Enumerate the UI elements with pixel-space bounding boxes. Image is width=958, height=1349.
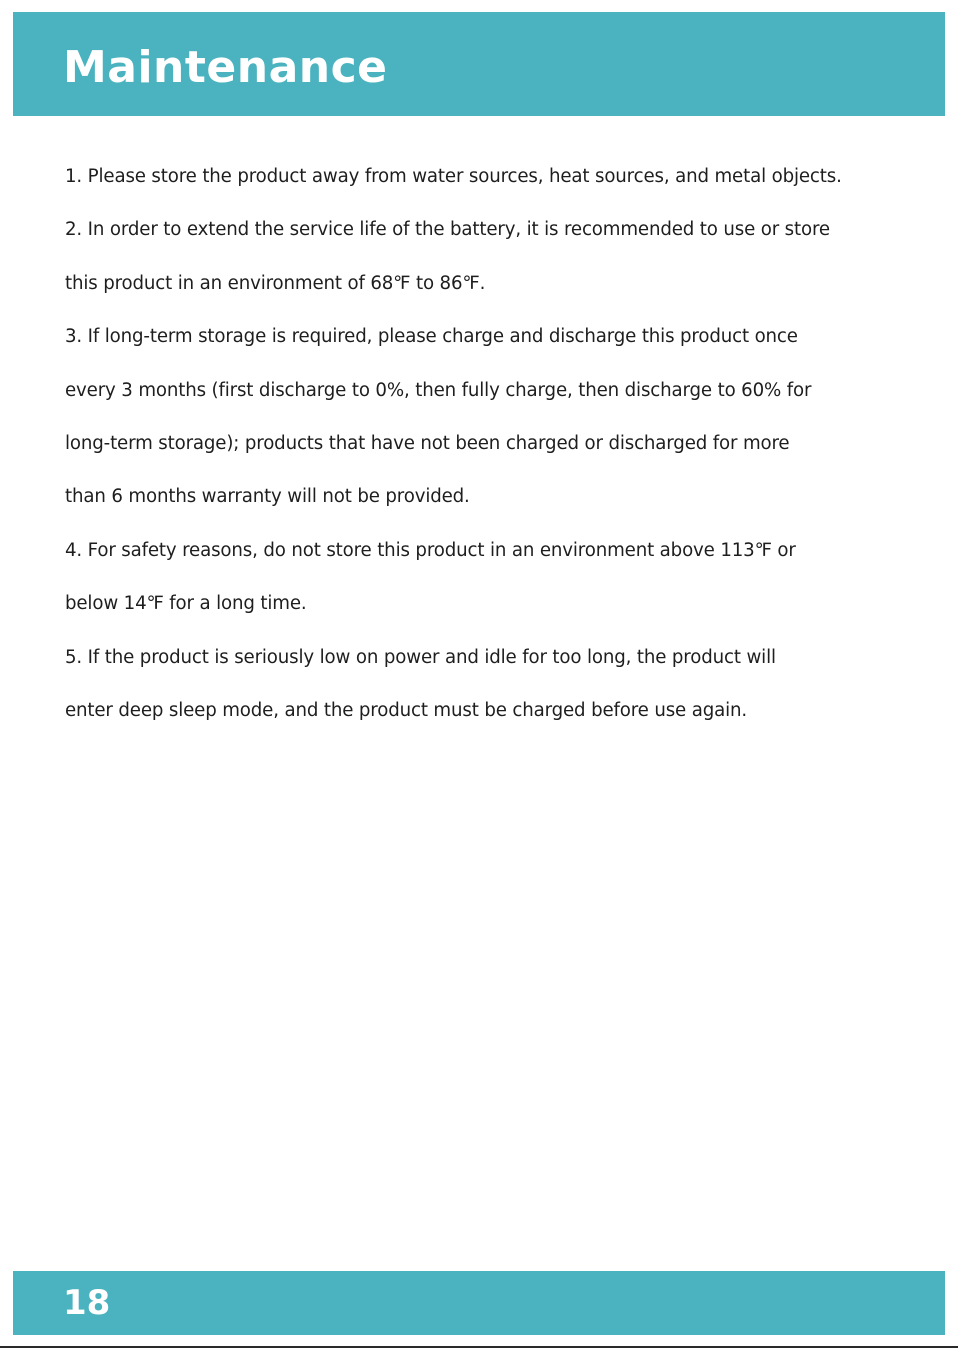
instruction-line: 2. In order to extend the service life of the battery, it is recommended to use or store (65, 219, 830, 241)
header-bar (13, 12, 945, 116)
maintenance-instructions (65, 150, 925, 737)
bottom-rule (0, 1346, 958, 1348)
instruction-line: 3. If long-term storage is required, please charge and discharge this product once (65, 326, 798, 348)
instruction-line: than 6 months warranty will not be provided. (65, 486, 470, 508)
page-title: Maintenance (63, 42, 388, 93)
instruction-line: this product in an environment of 68℉ to 86℉. (65, 272, 486, 294)
instruction-line: 1. Please store the product away from water sources, heat sources, and metal objects. (65, 166, 842, 187)
footer-bar (13, 1271, 945, 1335)
instruction-line: below 14℉ for a long time. (65, 593, 307, 615)
instruction-line: 4. For safety reasons, do not store this product in an environment above 113℉ or (65, 539, 796, 561)
instruction-line: enter deep sleep mode, and the product must be charged before use again. (65, 699, 748, 721)
instruction-line: 5. If the product is seriously low on power and idle for too long, the product will (65, 646, 776, 668)
page-number: 18 (63, 1283, 111, 1323)
instruction-line: long-term storage); products that have not been charged or discharged for more (65, 432, 790, 454)
instruction-line: every 3 months (first discharge to 0%, then fully charge, then discharge to 60% for (65, 379, 812, 401)
